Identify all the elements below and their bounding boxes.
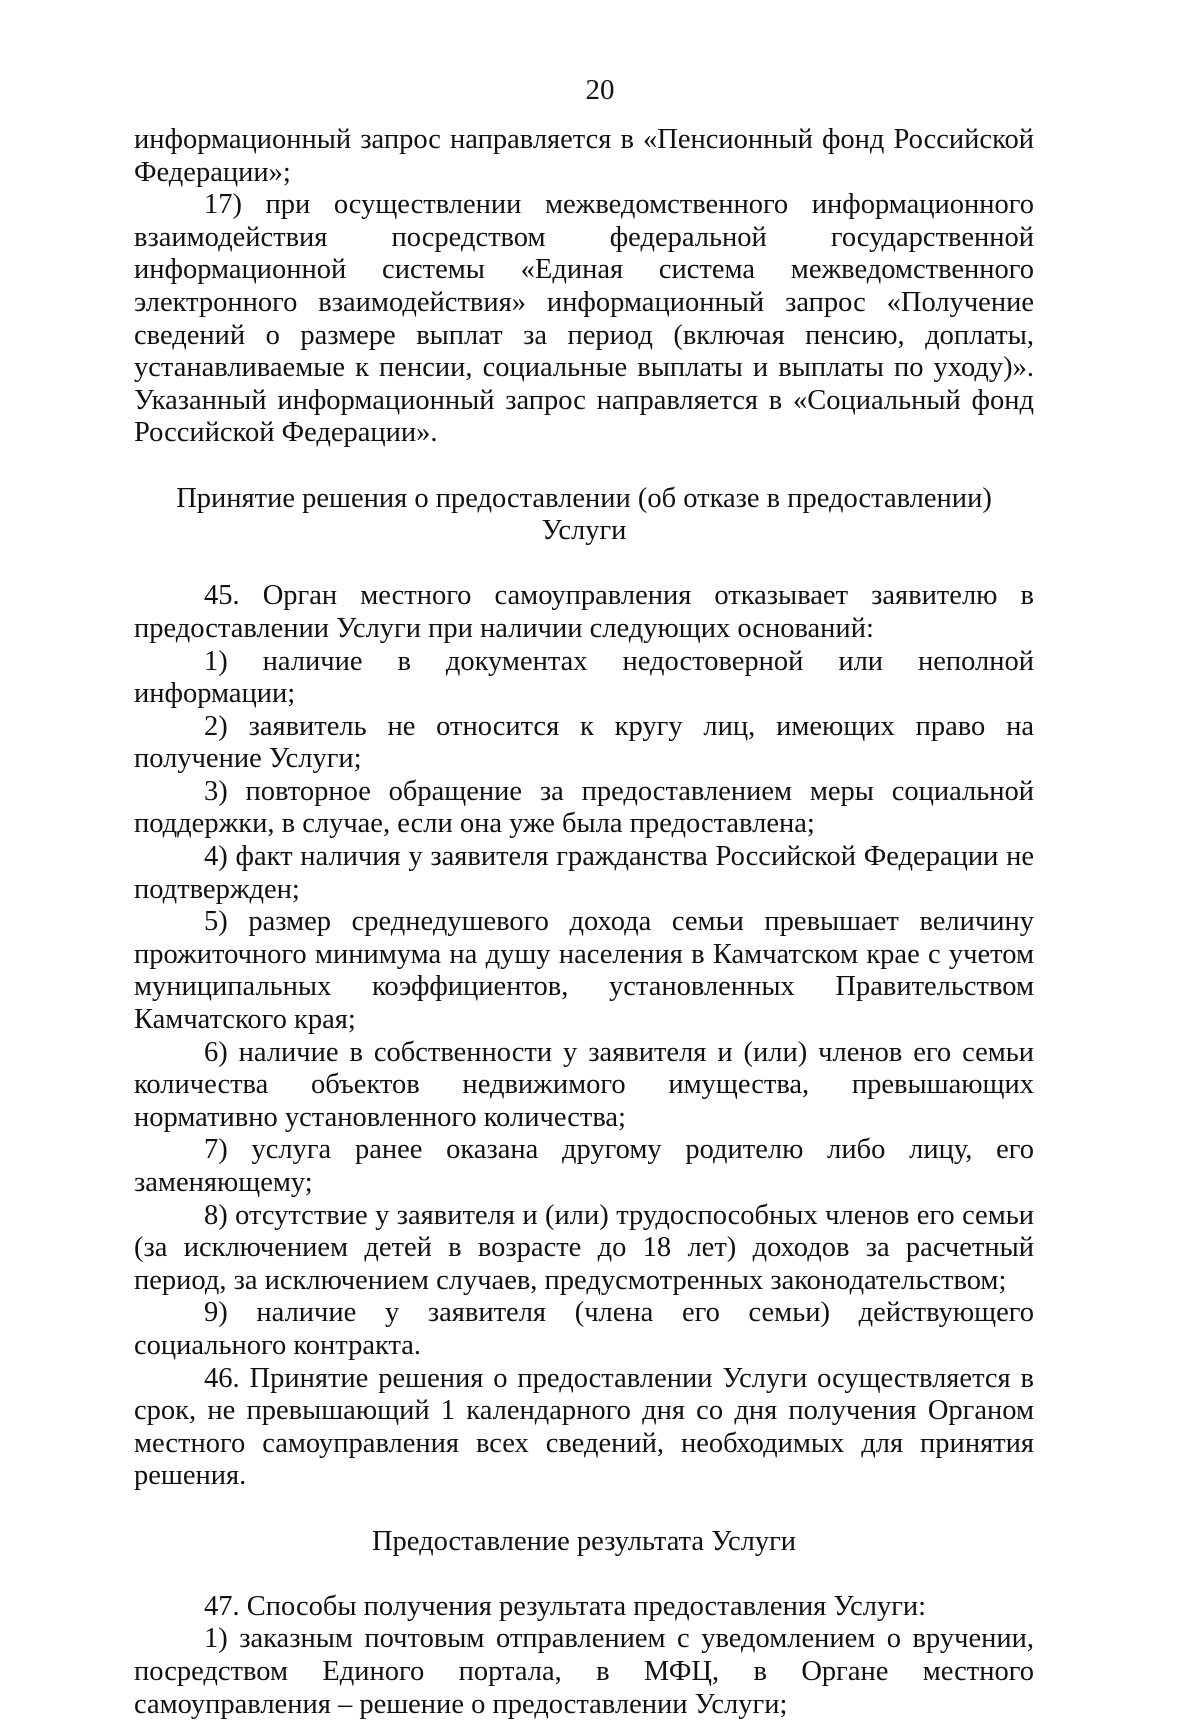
paragraph-47: 47. Способы получения результата предоставления Услуги: [204,1590,927,1622]
list-item-45-2: 2) заявитель не относится к кругу лиц, имеющих право на получение Услуги; [134,710,1034,775]
list-item-45-1: 1) наличие в документах недостоверной или неполной информации; [134,645,1034,710]
spacer [134,1558,1034,1591]
list-item-47-1: 1) заказным почтовым отправлением с уведомлением о вручении, посредством Единого портала, в МФЦ, в Органе местного самоуправления – решение о предоставлении Услуги; [134,1623,1034,1720]
paragraph-46: 46. Принятие решения о предоставлении Услуги осуществляется в срок, не превышающий 1 календарного дня со дня получения Органом местного самоуправления всех сведений, необходимых для принятия решения. [134,1362,1034,1492]
paragraph-17: 17) при осуществлении межведомственного информационного взаимодействия посредством федеральной государственной информационной системы «Единая система межведомственного электронного взаимодействия» информационный запрос «Получение сведений о размере выплат за период (включая пенсию, доплаты, устанавливаемые к пенсии, социальные выплаты и выплаты по уходу)». Указанный информационный запрос направляется в «Социальный фонд Российской Федерации». [134,189,1034,449]
section-heading-decision: Принятие решения о предоставлении (об отказе в предоставлении) Услуги [176,482,992,547]
list-item-45-9: 9) наличие у заявителя (члена его семьи) действующего социального контракта. [134,1297,1034,1361]
list-item-45-4: 4) факт наличия у заявителя гражданства Российской Федерации не подтвержден; [134,841,1034,905]
paragraph-45: 45. Орган местного самоуправления отказывает заявителю в предоставлении Услуги при наличии следующих оснований: [134,580,1034,644]
list-item-45-8: 8) отсутствие у заявителя и (или) трудоспособных членов его семьи (за исключением детей в возрасте до 18 лет) доходов за расчетный период, за исключением случаев, предусмотренных законодательством; [134,1199,1034,1296]
list-item-45-7: 7) услуга ранее оказана другому родителю либо лицу, его заменяющему; [134,1134,1034,1198]
spacer [134,548,1034,581]
list-item-45-6: 6) наличие в собственности у заявителя и (или) членов его семьи количества объектов недвижимого имущества, превышающих нормативно установленного количества; [134,1036,1034,1133]
list-item-45-5: 5) размер среднедушевого дохода семьи превышает величину прожиточного минимума на душу населения в Камчатском крае с учетом муниципальных коэффициентов, установленных Правительством Камчатского края; [134,906,1034,1036]
page-number: 20 [585,74,615,106]
paragraph-continuation: информационный запрос направляется в «Пенсионный фонд Российской Федерации»; [134,124,1034,188]
spacer [134,450,1034,483]
spacer [134,1493,1034,1526]
list-item-45-3: 3) повторное обращение за предоставлением меры социальной поддержки, в случае, если она уже была предоставлена; [134,775,1034,840]
document-body [134,124,1034,1721]
section-heading-result: Предоставление результата Услуги [371,1525,797,1557]
